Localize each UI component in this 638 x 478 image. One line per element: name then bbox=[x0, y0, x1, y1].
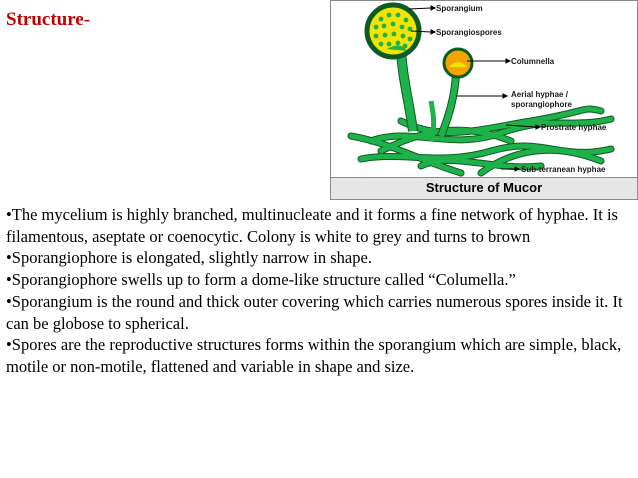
bullet-columella: •Sporangiophore swells up to form a dome-like structure called “Columella.” bbox=[6, 270, 516, 290]
bullet-sporangiophore: •Sporangiophore is elongated, slightly narrow in shape. bbox=[6, 248, 372, 268]
label-subterranean-hyphae: Sub-terranean hyphae bbox=[521, 165, 606, 174]
label-sporangiospores: Sporangiospores bbox=[436, 28, 502, 37]
label-prostrate-hyphae: Prostrate hyphae bbox=[541, 123, 607, 132]
slide-title: Structure- bbox=[6, 9, 91, 30]
label-aerial-hyphae: Aerial hyphae / bbox=[511, 90, 568, 99]
sporangiophore-small bbox=[431, 101, 434, 141]
figure-caption: Structure of Mucor bbox=[331, 177, 637, 199]
mucor-structure-figure bbox=[330, 0, 638, 200]
label-sporangium: Sporangium bbox=[436, 4, 483, 13]
label-sporangiophore: sporangiophore bbox=[511, 100, 572, 109]
label-columnella: Columnella bbox=[511, 57, 555, 66]
bullet-list bbox=[6, 204, 634, 378]
bullet-mycelium: •The mycelium is highly branched, multinucleate and it forms a fine network of hyphae. It is filamentous, aseptate or coenocytic. Colony is white to grey and turns to brown bbox=[6, 205, 618, 246]
bullet-spores: •Spores are the reproductive structures forms within the sporangium which are simple, black, motile or non-motile, flattened and variable in shape and size. bbox=[6, 335, 622, 376]
bullet-sporangium: •Sporangium is the round and thick outer covering which carries numerous spores inside it. It can be globose to spherical. bbox=[6, 291, 623, 333]
